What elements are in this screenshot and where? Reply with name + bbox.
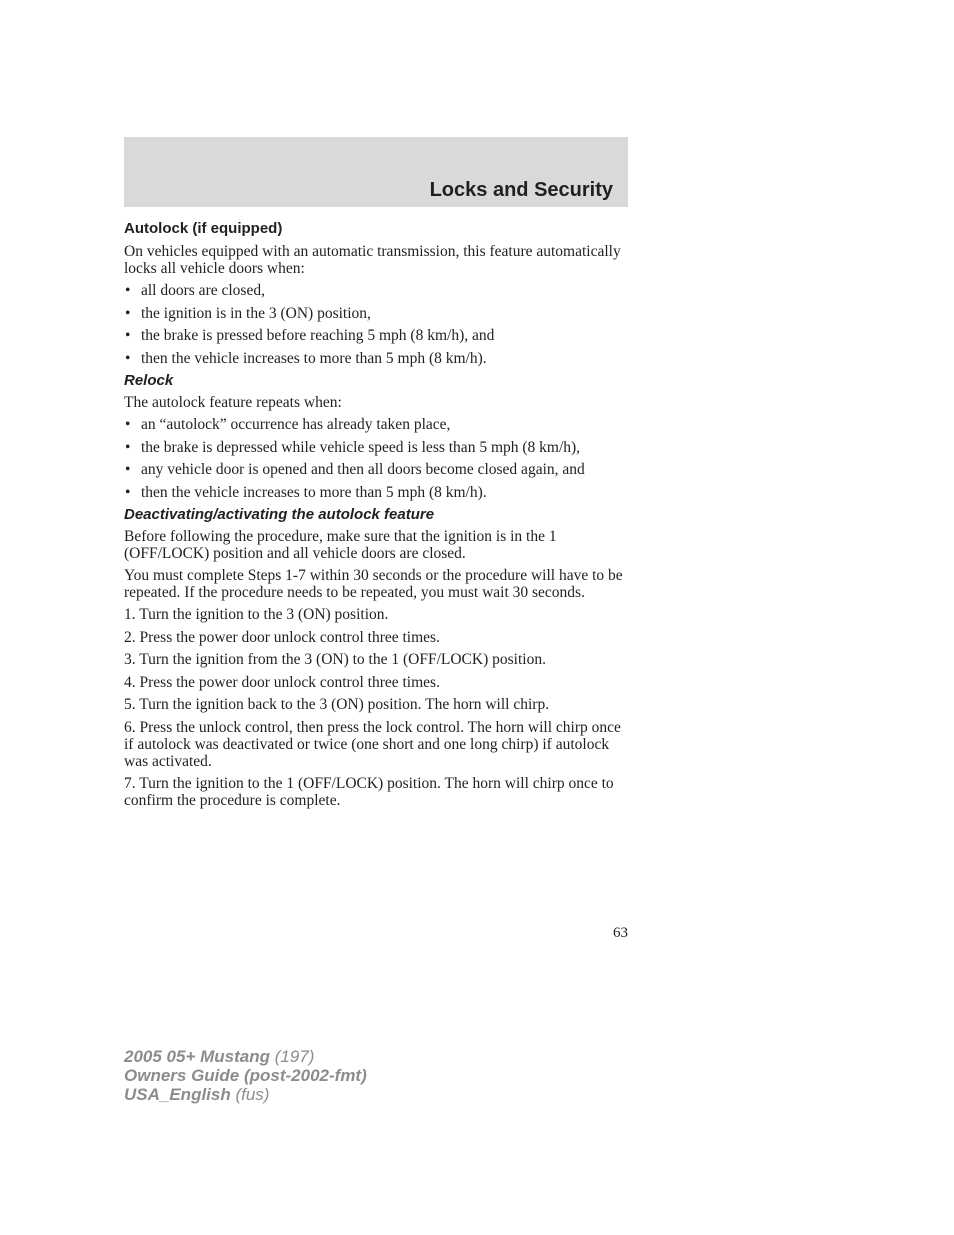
list-item: • any vehicle door is opened and then all doors become closed again, and xyxy=(125,461,585,478)
list-item: 3. Turn the ignition from the 3 (ON) to the 1 (OFF/LOCK) position. xyxy=(124,651,546,668)
bullet-icon: • xyxy=(125,282,131,299)
page-content xyxy=(124,220,624,815)
autolock-conditions-list xyxy=(124,282,624,367)
list-item: 2. Press the power door unlock control three times. xyxy=(124,628,440,646)
section-header-band xyxy=(124,137,628,207)
document-footer xyxy=(124,1047,367,1104)
bullet-icon: • xyxy=(125,438,131,456)
list-item: • the brake is pressed before reaching 5 mph (8 km/h), and xyxy=(125,327,495,344)
page-number: 63 xyxy=(613,925,628,941)
list-item: • then the vehicle increases to more than 5 mph (8 km/h). xyxy=(125,483,487,501)
bullet-icon: • xyxy=(125,304,131,322)
deactivate-para-1: Before following the procedure, make sure that the ignition is in the 1 (OFF/LOCK) position and all vehicle doors are closed. xyxy=(124,528,557,562)
list-item: • an “autolock” occurrence has already taken place, xyxy=(125,416,451,433)
bullet-icon: • xyxy=(125,483,131,501)
bullet-icon: • xyxy=(125,327,131,344)
footer-line-1: 2005 05+ Mustang (197) xyxy=(124,1047,315,1066)
bullet-icon: • xyxy=(125,461,131,478)
autolock-intro: On vehicles equipped with an automatic transmission, this feature automatically locks all vehicle doors when: xyxy=(124,243,621,277)
relock-conditions-list xyxy=(124,416,624,501)
procedure-steps-list xyxy=(124,606,624,809)
deactivate-heading: Deactivating/activating the autolock feature xyxy=(124,506,435,523)
deactivate-para-2: You must complete Steps 1-7 within 30 seconds or the procedure will have to be repeated. If the procedure needs to be repeated, you must wait 30 seconds. xyxy=(124,567,623,601)
section-title: Locks and Security xyxy=(429,179,613,201)
relock-intro: The autolock feature repeats when: xyxy=(124,394,342,411)
relock-heading: Relock xyxy=(124,372,174,389)
footer-line-3: USA_English (fus) xyxy=(124,1085,270,1104)
list-item: 5. Turn the ignition back to the 3 (ON) position. The horn will chirp. xyxy=(124,696,550,713)
list-item: • the ignition is in the 3 (ON) position, xyxy=(125,304,371,322)
footer-line-2: Owners Guide (post-2002-fmt) xyxy=(124,1066,367,1085)
bullet-icon: • xyxy=(125,349,131,367)
list-item: 4. Press the power door unlock control three times. xyxy=(124,673,440,691)
autolock-heading: Autolock (if equipped) xyxy=(124,220,283,237)
list-item: 6. Press the unlock control, then press the lock control. The horn will chirp once if autolock was deactivated or twice (one short and one long chirp) if autolock was activated. xyxy=(124,718,621,770)
list-item: • the brake is depressed while vehicle speed is less than 5 mph (8 km/h), xyxy=(125,438,581,456)
list-item: • all doors are closed, xyxy=(125,282,265,299)
list-item: 7. Turn the ignition to the 1 (OFF/LOCK) position. The horn will chirp once to confirm the procedure is complete. xyxy=(124,775,614,809)
list-item: • then the vehicle increases to more than 5 mph (8 km/h). xyxy=(125,349,487,367)
list-item: 1. Turn the ignition to the 3 (ON) position. xyxy=(124,606,389,623)
bullet-icon: • xyxy=(125,416,131,433)
